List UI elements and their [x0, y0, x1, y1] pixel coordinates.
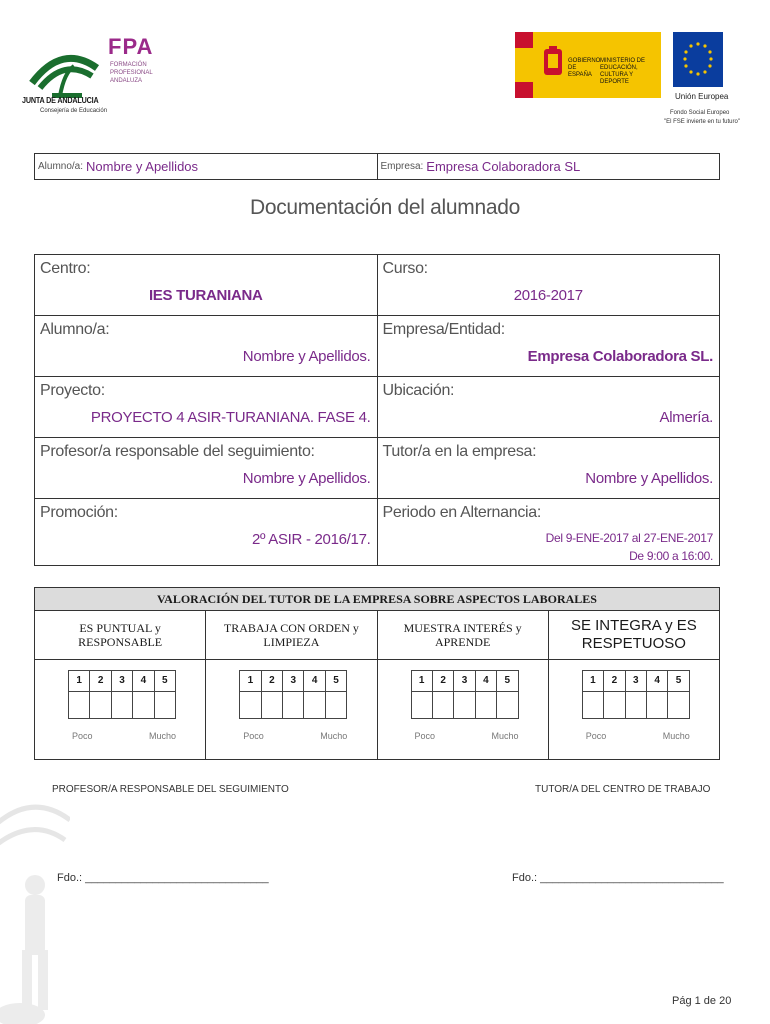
proyecto-value: PROYECTO 4 ASIR-TURANIANA. FASE 4. — [90, 409, 371, 426]
junta-name: JUNTA DE ANDALUCIA — [22, 96, 99, 105]
teacher-signature-label: PROFESOR/A RESPONSABLE DEL SEGUIMIENTO — [52, 784, 289, 795]
alumno-label: Alumno/a: — [40, 321, 110, 338]
scale-number: 3 — [282, 671, 303, 691]
scale-low-label: Poco — [72, 731, 93, 741]
scale-high-label: Mucho — [662, 731, 690, 741]
rating-box[interactable] — [475, 692, 496, 718]
table-row — [35, 498, 719, 565]
criteria-row — [35, 611, 719, 660]
evaluation-table — [34, 587, 720, 760]
criterion-order: TRABAJA CON ORDEN y LIMPIEZA — [205, 611, 376, 659]
tutor-signature-label: TUTOR/A DEL CENTRO DE TRABAJO — [535, 784, 711, 795]
spain-flag-icon — [515, 32, 533, 98]
rating-scale — [68, 670, 176, 719]
ubicacion-value: Almería. — [659, 409, 713, 426]
scale-number: 2 — [89, 671, 110, 691]
ministerio-text: MINISTERIO DE EDUCACIÓN, CULTURA Y DEPORTE — [600, 58, 646, 85]
empresa-label: Empresa/Entidad: — [382, 321, 505, 338]
junta-dept: Consejería de Educación — [40, 108, 108, 114]
scale-number: 3 — [625, 671, 646, 691]
table-row — [35, 376, 719, 437]
ubicacion-label: Ubicación: — [382, 382, 455, 399]
alumno-value: Nombre y Apellidos. — [242, 348, 371, 365]
promocion-cell — [35, 499, 377, 565]
proyecto-label: Proyecto: — [40, 382, 105, 399]
promocion-value: 2º ASIR - 2016/17. — [252, 531, 371, 548]
company-value: Empresa Colaboradora SL — [426, 159, 581, 174]
scale-number: 4 — [475, 671, 496, 691]
scale-low-label: Poco — [243, 731, 264, 741]
rating-box[interactable] — [667, 692, 688, 718]
eu-slogan: "El FSE invierte en tu futuro" — [664, 119, 740, 125]
periodo-cell — [377, 499, 720, 565]
periodo-label: Periodo en Alternancia: — [382, 504, 542, 521]
scale-number: 4 — [646, 671, 667, 691]
profesor-value: Nombre y Apellidos. — [242, 470, 371, 487]
criterion-punctual: ES PUNTUAL y RESPONSABLE — [78, 621, 163, 649]
student-value: Nombre y Apellidos — [86, 159, 199, 174]
student-cell — [35, 154, 377, 179]
periodo-hours: De 9:00 a 16:00. — [629, 549, 713, 563]
scale-cell — [548, 660, 719, 760]
scale-number: 3 — [111, 671, 132, 691]
scale-number: 1 — [590, 675, 596, 686]
rating-box[interactable] — [646, 692, 667, 718]
scale-number: 2 — [432, 671, 453, 691]
scale-number: 5 — [667, 671, 688, 691]
promocion-label: Promoción: — [40, 504, 118, 521]
document-title: Documentación del alumnado — [249, 196, 521, 219]
eu-flag-icon — [673, 32, 723, 87]
scale-number: 1 — [76, 675, 82, 686]
scale-low-label: Poco — [585, 731, 607, 741]
rating-box[interactable] — [261, 692, 282, 718]
scale-number: 5 — [496, 671, 517, 691]
page-number: Pág 1 de 20 — [672, 995, 732, 1007]
rating-scale — [582, 670, 690, 719]
scale-cell — [377, 660, 548, 760]
fpa-logo-title: FPA — [108, 34, 154, 59]
scale-number: 1 — [247, 675, 254, 686]
rating-box[interactable] — [132, 692, 153, 718]
rating-box[interactable] — [154, 692, 175, 718]
student-company-row — [34, 153, 720, 180]
table-row — [35, 255, 719, 315]
tutor-label: Tutor/a en la empresa: — [382, 443, 537, 460]
scale-high-label: Mucho — [320, 731, 348, 741]
rating-box[interactable] — [625, 692, 646, 718]
curso-value: 2016-2017 — [513, 287, 583, 304]
rating-box[interactable] — [111, 692, 132, 718]
scale-cell — [35, 660, 205, 760]
eu-fund-label: Fondo Social Europeo — [670, 110, 730, 116]
eu-label: Unión Europea — [675, 92, 729, 101]
table-row — [35, 437, 719, 498]
scale-cell — [205, 660, 376, 760]
scale-number: 5 — [325, 671, 346, 691]
rating-box[interactable] — [453, 692, 474, 718]
scale-number: 2 — [261, 671, 282, 691]
company-cell — [377, 154, 720, 179]
rating-box[interactable] — [496, 692, 517, 718]
scale-low-label: Poco — [414, 731, 436, 741]
tutor-signature-line[interactable]: Fdo.: ______________________________ — [512, 872, 724, 884]
scale-number: 2 — [603, 671, 624, 691]
tutor-cell — [377, 438, 720, 498]
centro-value: IES TURANIANA — [148, 287, 263, 304]
scale-number: 3 — [453, 671, 474, 691]
proyecto-cell — [35, 377, 377, 437]
fpa-subtitle: FORMACIÓN PROFESIONAL ANDALUZA — [110, 62, 153, 84]
rating-box[interactable] — [432, 692, 453, 718]
table-row — [35, 315, 719, 376]
evaluation-heading: VALORACIÓN DEL TUTOR DE LA EMPRESA SOBRE ASPECTOS LABORALES — [35, 588, 719, 611]
tutor-value: Nombre y Apellidos. — [585, 470, 713, 487]
curso-label: Curso: — [382, 260, 428, 277]
empresa-value: Empresa Colaboradora SL. — [527, 348, 713, 365]
scale-number: 1 — [418, 675, 425, 686]
rating-box[interactable] — [240, 692, 260, 718]
rating-scale — [239, 670, 347, 719]
empresa-cell — [377, 316, 720, 376]
profesor-label: Profesor/a responsable del seguimiento: — [40, 443, 315, 460]
watermark-figure — [0, 790, 70, 1024]
coat-of-arms-icon — [541, 46, 565, 80]
gobierno-text: GOBIERNO DE ESPAÑA — [568, 58, 601, 78]
scale-high-label: Mucho — [491, 731, 519, 741]
rating-box[interactable] — [583, 692, 603, 718]
scale-number: 4 — [303, 671, 324, 691]
ubicacion-cell — [377, 377, 720, 437]
scale-number: 5 — [154, 671, 175, 691]
centro-label: Centro: — [40, 260, 91, 277]
teacher-signature-line[interactable]: Fdo.: ______________________________ — [57, 872, 269, 884]
company-label: Empresa: — [380, 161, 424, 172]
centro-cell — [35, 255, 377, 315]
student-info-table — [34, 254, 720, 566]
scale-number: 4 — [132, 671, 153, 691]
rating-box[interactable] — [282, 692, 303, 718]
rating-scale — [411, 670, 519, 719]
scale-row — [35, 660, 719, 760]
rating-box[interactable] — [89, 692, 110, 718]
criterion-interest: MUESTRA INTERÉS y APRENDE — [377, 611, 548, 659]
periodo-dates: Del 9-ENE-2017 al 27-ENE-2017 — [545, 531, 713, 545]
alumno-cell — [35, 316, 377, 376]
profesor-cell — [35, 438, 377, 498]
student-label: Alumno/a: — [38, 161, 84, 172]
rating-box[interactable] — [303, 692, 324, 718]
periodo-value — [546, 529, 713, 565]
scale-high-label: Mucho — [149, 731, 177, 741]
criterion-integration: SE INTEGRA y ES RESPETUOSO — [548, 611, 719, 659]
rating-box[interactable] — [69, 692, 89, 718]
rating-box[interactable] — [325, 692, 346, 718]
curso-cell — [377, 255, 720, 315]
rating-box[interactable] — [603, 692, 624, 718]
rating-box[interactable] — [412, 692, 432, 718]
